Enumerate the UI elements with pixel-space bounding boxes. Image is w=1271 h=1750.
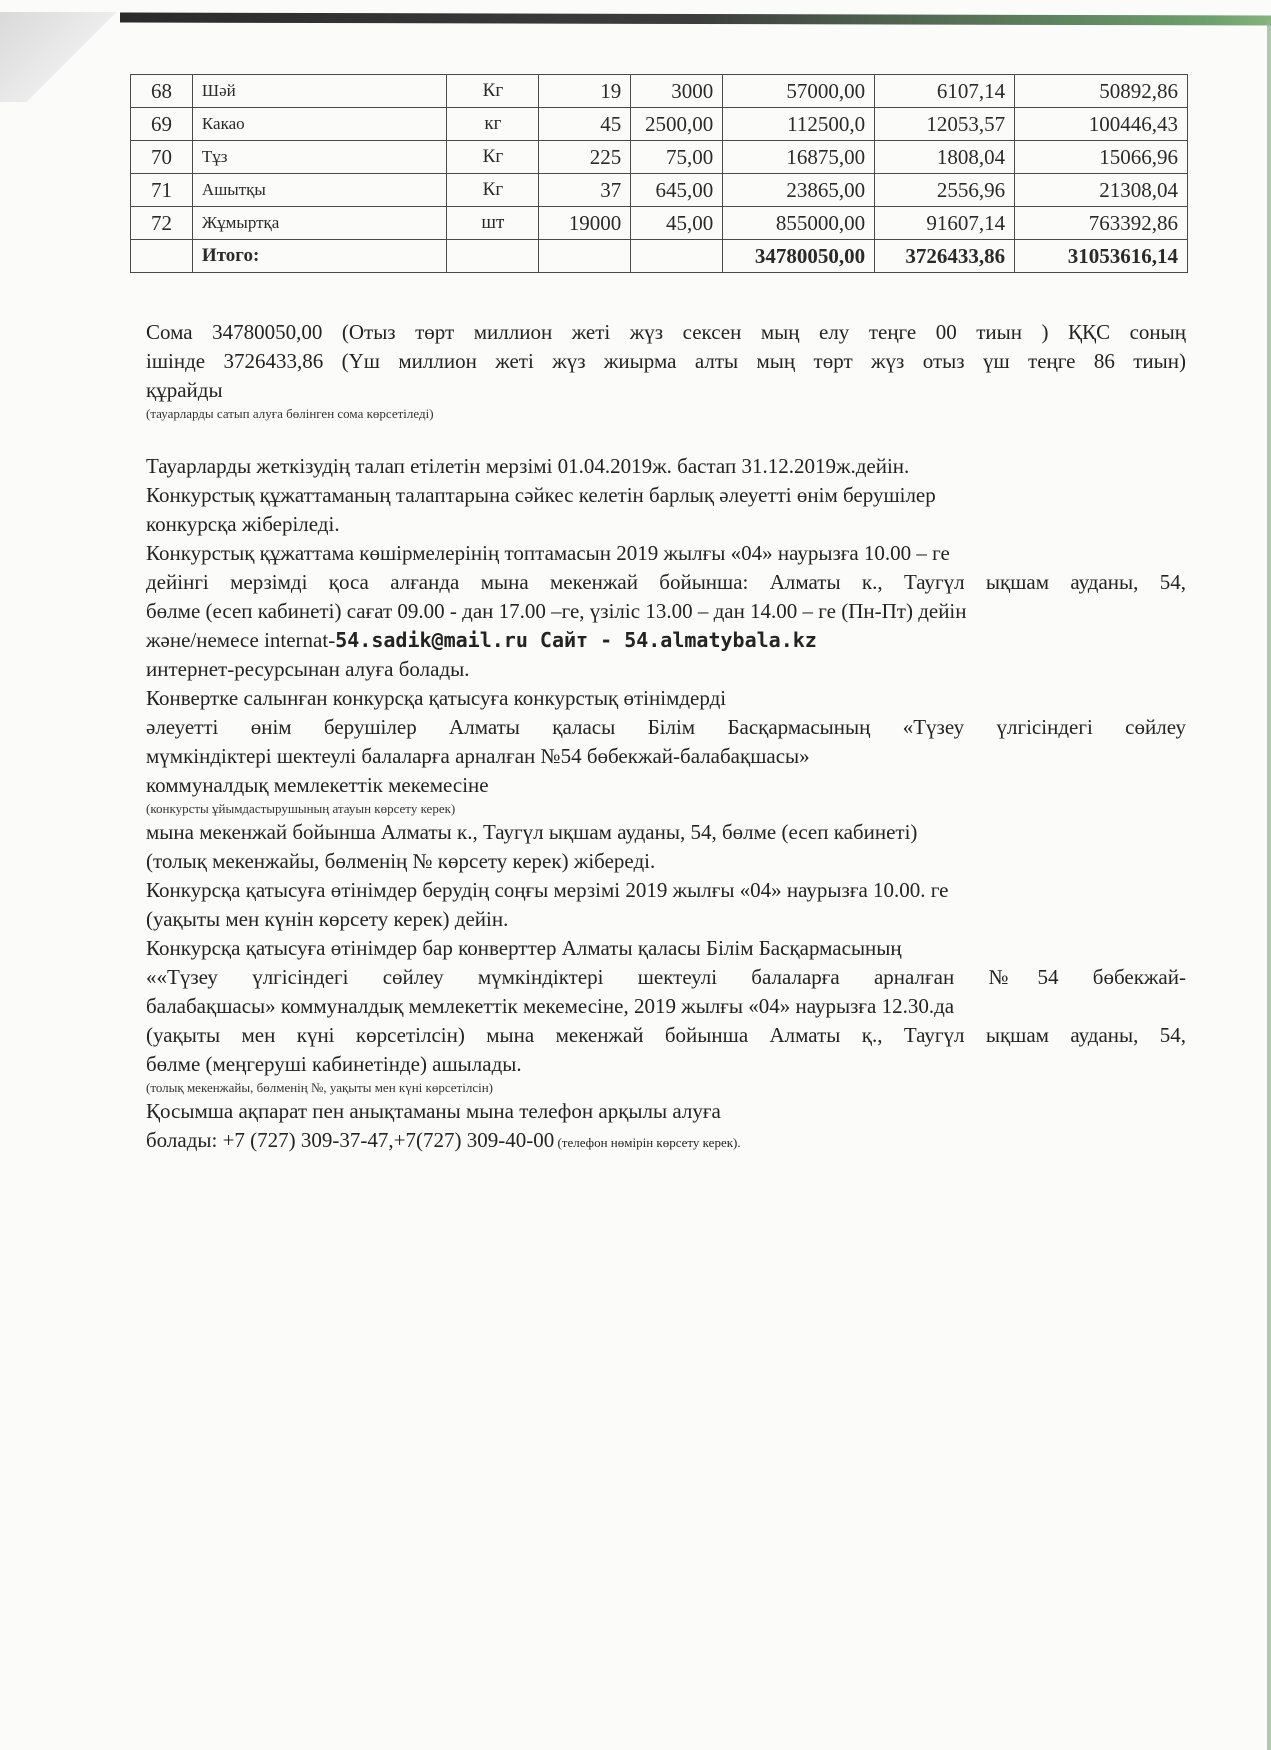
total-empty-cell — [131, 240, 193, 273]
total-net: 31053616,14 — [1015, 240, 1188, 273]
item-unit: Кг — [447, 75, 539, 108]
body-line: конкурсқа жіберіледі. — [146, 512, 340, 536]
item-net: 50892,86 — [1015, 75, 1188, 108]
item-sum: 57000,00 — [723, 75, 875, 108]
amount-note: (тауарларды сатып алуға бөлінген сома көрсетіледі) — [146, 406, 434, 421]
body-line: Тауарларды жеткізудің талап етілетін мерзімі 01.04.2019ж. бастап 31.12.2019ж.дейін. — [146, 454, 910, 478]
phone-note: (телефон нөмірін көрсету керек). — [554, 1135, 741, 1150]
body-line: коммуналдық мемлекеттік мекемесіне — [146, 773, 489, 797]
row-number: 68 — [131, 75, 193, 108]
total-empty-cell — [447, 240, 539, 273]
amount-line: құрайды — [146, 378, 223, 402]
item-name: Какао — [192, 108, 447, 141]
item-net: 21308,04 — [1015, 174, 1188, 207]
body-line: интернет-ресурсынан алуға болады. — [146, 657, 470, 681]
contact-prefix: және/немесе internat- — [146, 628, 336, 652]
body-line: дейінгі мерзімді қоса алғанда мына мекенжай бойынша: Алматы к., Таугүл ықшам ауданы, 54, — [146, 570, 1186, 594]
body-note: (конкурсты ұйымдастырушының атауын көрсету керек) — [146, 801, 456, 816]
body-line: мүмкіндіктері шектеулі балаларға арналған №54 бөбекжай-балабақшасы» — [146, 744, 810, 768]
table-total-row — [131, 240, 1188, 273]
body-line: Конкурстық құжаттама көшірмелерінің топтамасын 2019 жылғы «04» наурызға 10.00 – ге — [146, 541, 950, 565]
amount-line: Сома 34780050,00 (Отыз төрт миллион жеті жүз сексен мың елу теңге 00 тиын ) ҚҚС соның — [146, 320, 1186, 344]
item-price: 75,00 — [631, 141, 723, 174]
item-name: Ашытқы — [192, 174, 447, 207]
item-name: Жұмыртқа — [192, 207, 447, 240]
item-vat: 12053,57 — [875, 108, 1015, 141]
amount-paragraph — [146, 318, 1186, 423]
contact-line — [146, 626, 1186, 655]
row-number: 71 — [131, 174, 193, 207]
item-sum: 112500,0 — [723, 108, 875, 141]
body-line: бөлме (меңгеруші кабинетінде) ашылады. — [146, 1052, 522, 1076]
row-number: 70 — [131, 141, 193, 174]
item-vat: 6107,14 — [875, 75, 1015, 108]
row-number: 72 — [131, 207, 193, 240]
item-name: Тұз — [192, 141, 447, 174]
total-empty-cell — [539, 240, 631, 273]
item-quantity: 19 — [539, 75, 631, 108]
body-line: Конкурсқа қатысуға өтінімдер берудің соңғы мерзімі 2019 жылғы «04» наурызға 10.00. ге — [146, 878, 949, 902]
item-price: 645,00 — [631, 174, 723, 207]
table-row — [131, 174, 1188, 207]
item-price: 45,00 — [631, 207, 723, 240]
item-vat: 2556,96 — [875, 174, 1015, 207]
goods-table — [130, 74, 1188, 273]
item-quantity: 45 — [539, 108, 631, 141]
item-price: 3000 — [631, 75, 723, 108]
amount-line: ішінде 3726433,86 (Үш миллион жеті жүз жиырма алты мың төрт жүз отыз үш теңге 86 тиын) — [146, 349, 1186, 373]
body-line: балабақшасы» коммуналдық мемлекеттік мекемесіне, 2019 жылғы «04» наурызға 12.30.да — [146, 994, 955, 1018]
body-note: (толық мекенжайы, бөлменің №, уақыты мен күні көрсетілсін) — [146, 1080, 494, 1095]
total-sum: 34780050,00 — [723, 240, 875, 273]
body-line: ««Түзеу үлгісіндегі сөйлеу мүмкіндіктері шектеулі балаларға арналған №54 бөбекжай- — [146, 965, 1186, 989]
email-and-website: 54.sadik@mail.ru Сайт - 54.almatybala.kz — [335, 628, 817, 652]
item-quantity: 19000 — [539, 207, 631, 240]
phone-line — [146, 1126, 1186, 1157]
phone-numbers: болады: +7 (727) 309-37-47,+7(727) 309-40-00 — [146, 1128, 555, 1152]
body-line: Конкурстық құжаттаманың талаптарына сәйкес келетін барлық әлеуетті өнім берушілер — [146, 483, 936, 507]
row-number: 69 — [131, 108, 193, 141]
scan-top-edge — [120, 12, 1271, 25]
body-line: (уақыты мен күнін көрсету керек) дейін. — [146, 907, 509, 931]
item-unit: шт — [447, 207, 539, 240]
item-net: 15066,96 — [1015, 141, 1188, 174]
table-row — [131, 141, 1188, 174]
item-vat: 1808,04 — [875, 141, 1015, 174]
scan-folded-corner — [0, 12, 120, 102]
body-line: әлеуетті өнім берушілер Алматы қаласы Білім Басқармасының «Түзеу үлгісіндегі сөйлеу — [146, 715, 1186, 739]
item-vat: 91607,14 — [875, 207, 1015, 240]
item-sum: 23865,00 — [723, 174, 875, 207]
body-line: бөлме (есеп кабинеті) сағат 09.00 - дан 17.00 –ге, үзіліс 13.00 – дан 14.00 – ге (Пн-Пт) дейін — [146, 599, 967, 623]
item-quantity: 225 — [539, 141, 631, 174]
body-line: Қосымша ақпарат пен анықтаманы мына телефон арқылы алуға — [146, 1099, 721, 1123]
scan-right-edge — [1267, 20, 1271, 1750]
total-label: Итого: — [192, 240, 447, 273]
item-price: 2500,00 — [631, 108, 723, 141]
body-line: Конкурсқа қатысуға өтінімдер бар конверттер Алматы қаласы Білім Басқармасының — [146, 936, 902, 960]
tender-conditions — [146, 452, 1186, 1157]
body-line: мына мекенжай бойынша Алматы к., Таугүл ықшам ауданы, 54, бөлме (есеп кабинеті) — [146, 820, 918, 844]
table-row — [131, 207, 1188, 240]
item-name: Шәй — [192, 75, 447, 108]
table-row — [131, 75, 1188, 108]
item-net: 763392,86 — [1015, 207, 1188, 240]
item-quantity: 37 — [539, 174, 631, 207]
item-net: 100446,43 — [1015, 108, 1188, 141]
item-unit: кг — [447, 108, 539, 141]
table-row — [131, 108, 1188, 141]
item-unit: Кг — [447, 174, 539, 207]
body-line: (толық мекенжайы, бөлменің № көрсету керек) жібереді. — [146, 849, 656, 873]
body-line: Конвертке салынған конкурсқа қатысуға конкурстық өтінімдерді — [146, 686, 727, 710]
total-vat: 3726433,86 — [875, 240, 1015, 273]
item-unit: Кг — [447, 141, 539, 174]
item-sum: 855000,00 — [723, 207, 875, 240]
item-sum: 16875,00 — [723, 141, 875, 174]
body-line: (уақыты мен күні көрсетілсін) мына мекенжай бойынша Алматы қ., Таугүл ықшам ауданы, 54, — [146, 1023, 1186, 1047]
total-empty-cell — [631, 240, 723, 273]
